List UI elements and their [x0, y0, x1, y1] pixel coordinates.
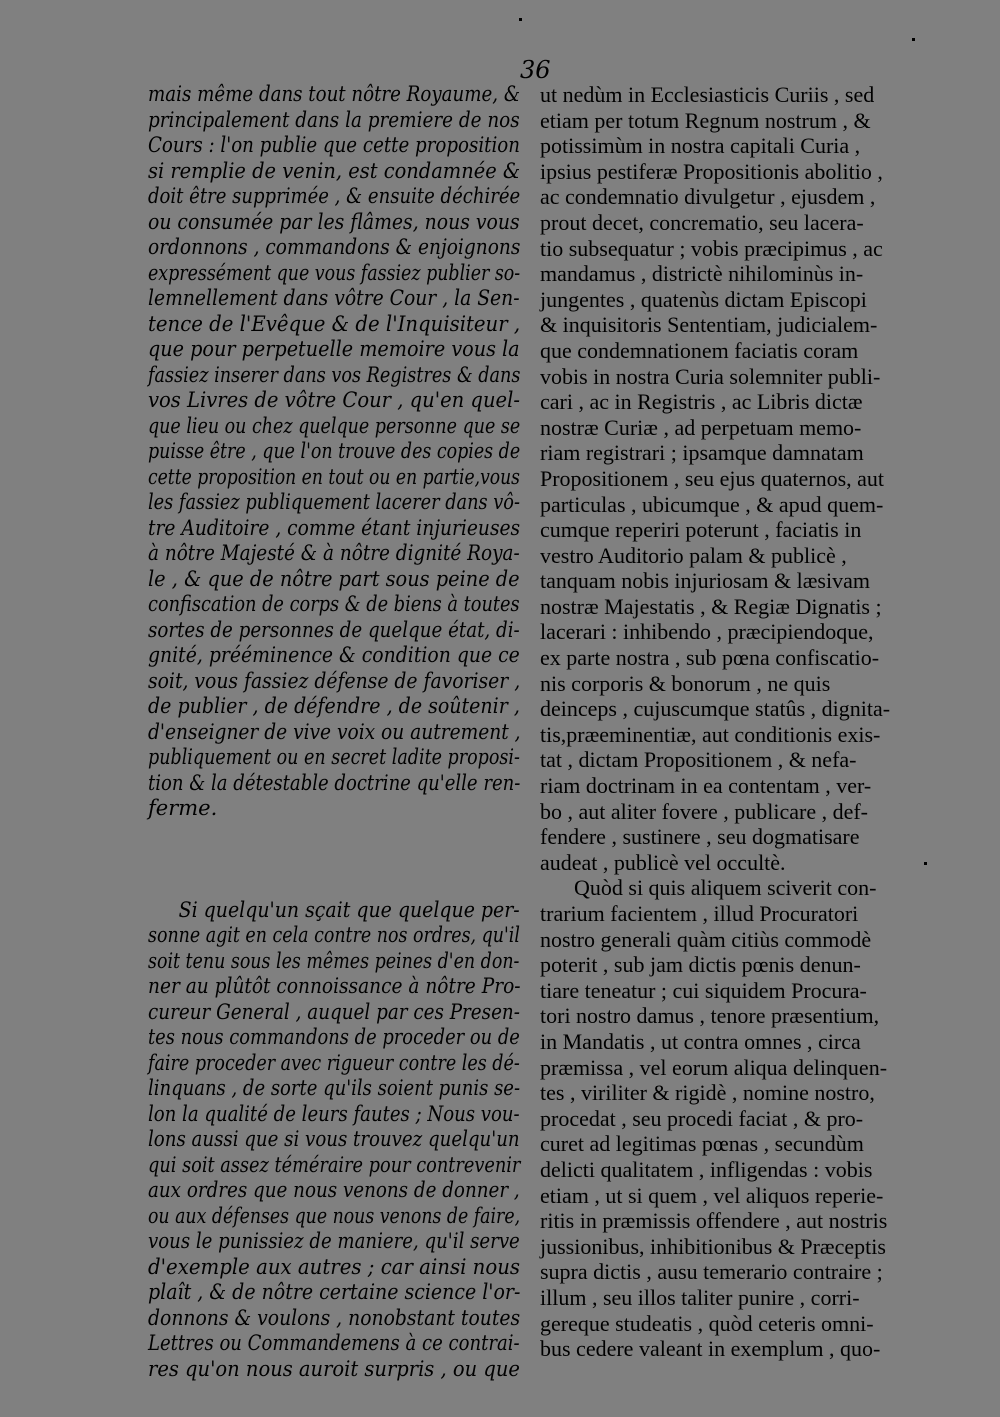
- text-line: puisse être , que l'on trouve des copies de: [148, 439, 521, 463]
- text-line: tis,præeminentiæ, aut conditionis exis-: [540, 721, 881, 747]
- text-line: riam registrari ; ipsamque damnatam: [540, 440, 864, 466]
- text-line: principalement dans la premiere de nos: [148, 107, 520, 132]
- text-line: præmissa , vel eorum aliqua delinquen-: [540, 1054, 888, 1080]
- text-line: doit être supprimée , & ensuite déchirée: [148, 184, 521, 208]
- text-line: etiam per totum Regnum nostrum , &: [540, 107, 871, 133]
- paragraph-gap: [148, 822, 520, 898]
- text-line: aux ordres que nous venons de donner ,: [148, 1178, 520, 1202]
- text-line: à nôtre Majesté & à nôtre dignité Roya-: [148, 541, 520, 565]
- text-line: particulas , ubicumque , & apud quem-: [540, 491, 884, 517]
- text-line: ipsius pestiferæ Propositionis abolitio ,: [540, 158, 883, 184]
- text-line: jussionibus, inhibitionibus & Præceptis: [540, 1233, 886, 1259]
- text-line: curet ad legitimas pœnas , secundùm: [540, 1131, 864, 1157]
- text-line: d'enseigner de vive voix ou autrement ,: [148, 719, 521, 744]
- text-line: jungentes , quatenùs dictam Episcopi: [540, 286, 867, 312]
- text-line: nostræ Majestatis , & Regiæ Dignatis ;: [540, 593, 882, 619]
- text-line: confiscation de corps & de biens à toutes: [148, 592, 520, 616]
- text-line: ou consumée par les flâmes, nous vous: [148, 209, 520, 234]
- text-line: tio subsequatur ; vobis præcipimus , ac: [540, 235, 883, 261]
- text-line: trarium facientem , illud Procuratori: [540, 901, 859, 926]
- text-line: d'exemple aux autres ; car ainsi nous: [148, 1254, 521, 1279]
- text-line: mais même dans tout nôtre Royaume, &: [148, 82, 521, 106]
- print-speck: [519, 18, 522, 21]
- latin-paragraph-2: [540, 875, 930, 1361]
- text-line: nostræ Curiæ , ad perpetuam memo-: [540, 414, 862, 440]
- text-line: cari , ac in Registris , ac Libris dictæ: [540, 389, 863, 415]
- text-line: mandamus , districtè nihilominùs in-: [540, 261, 864, 287]
- text-line: lacerari : inhibendo , præcipiendoque,: [540, 619, 874, 645]
- text-line: illum , seu illos taliter punire , corri-: [540, 1284, 860, 1310]
- text-line: ritis in præmissis offendere , aut nostris: [540, 1208, 888, 1234]
- text-line: Lettres ou Commandemens à ce contrai-: [148, 1331, 520, 1355]
- text-line: cureur General , auquel par ces Presen-: [148, 999, 520, 1024]
- text-line: vestro Auditorio palam & publicè ,: [540, 542, 847, 568]
- text-line: delicti qualitatem , infligendas : vobis: [540, 1156, 873, 1182]
- text-line: publiquement ou en secret ladite proposi-: [148, 745, 520, 769]
- text-line: ner au plûtôt connoissance à nôtre Pro-: [148, 974, 521, 998]
- text-line: bo , aut aliter fovere , publicare , def-: [540, 798, 869, 824]
- text-line: in Mandatis , ut contra omnes , circa: [540, 1028, 861, 1054]
- text-line: ac condemnatio divulgetur , ejusdem ,: [540, 184, 876, 210]
- text-line: de publier , de défendre , de soûtenir ,: [148, 694, 520, 718]
- text-line: les fassiez publiquement lacerer dans vô-: [148, 490, 520, 514]
- text-line: tiare teneatur ; cui siquidem Procura-: [540, 977, 867, 1003]
- text-line: Si quelqu'un sçait que quelque per-: [178, 897, 520, 922]
- text-line: gnité, prééminence & condition que ce: [148, 643, 520, 667]
- text-line: tes nous commandons de proceder ou de: [148, 1025, 520, 1049]
- text-line: Cours : l'on publie que cette proposition: [148, 133, 520, 157]
- text-line: si remplie de venin, est condamnée &: [148, 158, 521, 183]
- text-line: audeat , publicè vel occultè.: [540, 849, 786, 875]
- text-line: ferme.: [148, 796, 218, 820]
- text-line: & inquisitoris Sententiam, judicialem-: [540, 312, 878, 338]
- text-line: qui soit assez téméraire pour contrevenir: [148, 1152, 521, 1177]
- text-line: cumque reperiri poterunt , faciatis in: [540, 517, 862, 543]
- text-line: lon la qualité de leurs fautes ; Nous vou-: [148, 1101, 520, 1126]
- text-line: Quòd si quis aliquem sciverit con-: [574, 875, 877, 901]
- text-line: tat , dictam Propositionem , & nefa-: [540, 747, 857, 773]
- text-line: le , & que de nôtre part sous peine de: [148, 566, 520, 591]
- text-line: nis corporis & bonorum , ne quis: [540, 670, 831, 696]
- text-line: riam doctrinam in ea contentam , ver-: [540, 773, 872, 799]
- latin-paragraph-1: [540, 82, 930, 875]
- text-line: donnons & voulons , nonobstant toutes: [148, 1305, 521, 1330]
- text-line: prout decet, concrematio, seu lacera-: [540, 209, 864, 235]
- text-line: fassiez inserer dans vos Registres & dans: [148, 362, 521, 387]
- french-text-column: [148, 82, 520, 1382]
- text-line: bus cedere valeant in exemplum , quo-: [540, 1336, 881, 1362]
- text-line: sonne agit en cela contre nos ordres, qu'il: [148, 923, 520, 947]
- text-line: vos Livres de vôtre Cour , qu'en quel-: [148, 388, 520, 412]
- text-line: fendere , sustinere , seu dogmatisare: [540, 824, 860, 850]
- text-line: nostro generali quàm citiùs commodè: [540, 926, 872, 952]
- text-line: tori nostro damus , tenore præsentium,: [540, 1003, 880, 1029]
- french-paragraph-1: [148, 82, 520, 822]
- text-line: faire proceder avec rigueur contre les dé-: [148, 1050, 520, 1075]
- text-line: tre Auditoire , comme étant injurieuses: [148, 515, 521, 540]
- latin-text-column: [540, 82, 930, 1362]
- text-line: res qu'on nous auroit surpris , ou que: [148, 1356, 520, 1381]
- text-line: vobis in nostra Curia solemniter publi-: [540, 363, 881, 389]
- text-line: tes , viriliter & rigidè , nomine nostro,: [540, 1080, 875, 1106]
- print-speck: [924, 862, 927, 865]
- text-line: ou aux défenses que nous venons de faire,: [148, 1203, 521, 1228]
- text-line: soit, vous fassiez défense de favoriser ,: [148, 668, 521, 693]
- french-paragraph-2: [148, 898, 520, 1383]
- text-line: expressément que vous fassiez publier so-: [148, 260, 521, 285]
- text-line: que pour perpetuelle memoire vous la: [148, 337, 520, 361]
- text-line: sortes de personnes de quelque état, di-: [148, 617, 520, 642]
- print-speck: [912, 38, 915, 41]
- text-line: que condemnationem faciatis coram: [540, 337, 859, 363]
- text-line: etiam , ut si quem , vel aliquos reperie-: [540, 1182, 884, 1208]
- text-line: supra dictis , ausu temerario contraire ;: [540, 1259, 883, 1285]
- text-line: tanquam nobis injuriosam & læsivam: [540, 568, 870, 594]
- text-line: Propositionem , seu ejus quaternos, aut: [540, 465, 885, 491]
- text-line: procedat , seu procedi faciat , & pro-: [540, 1105, 864, 1131]
- text-line: ex parte nostra , sub pœna confiscatio-: [540, 645, 880, 671]
- text-line: gereque studeatis , quòd ceteris omni-: [540, 1310, 874, 1336]
- text-line: vous le punissiez de maniere, qu'il serve: [148, 1229, 520, 1253]
- text-line: tion & la détestable doctrine qu'elle ren-: [148, 770, 521, 795]
- text-line: linquans , de sorte qu'ils soient punis se-: [148, 1076, 521, 1100]
- text-line: lons aussi que si vous trouvez quelqu'un: [148, 1127, 520, 1151]
- text-line: tence de l'Evêque & de l'Inquisiteur ,: [148, 311, 521, 336]
- text-line: cette proposition en tout ou en partie,vous: [148, 464, 520, 489]
- text-line: potissimùm in nostra capitali Curia ,: [540, 133, 861, 159]
- text-line: soit tenu sous les mêmes peines d'en don-: [148, 948, 520, 973]
- text-line: que lieu ou chez quelque personne que se: [148, 413, 521, 438]
- page-number: 36: [520, 56, 551, 84]
- text-line: deinceps , cujuscumque statûs , dignita-: [540, 696, 891, 722]
- text-line: lemnellement dans vôtre Cour , la Sen-: [148, 286, 520, 310]
- text-line: plaît , & de nôtre certaine science l'or-: [148, 1280, 521, 1304]
- text-line: poterit , sub jam dictis pœnis denun-: [540, 952, 861, 978]
- text-line: ut nedùm in Ecclesiasticis Curiis , sed: [540, 82, 875, 107]
- text-line: ordonnons , commandons & enjoignons: [148, 235, 521, 259]
